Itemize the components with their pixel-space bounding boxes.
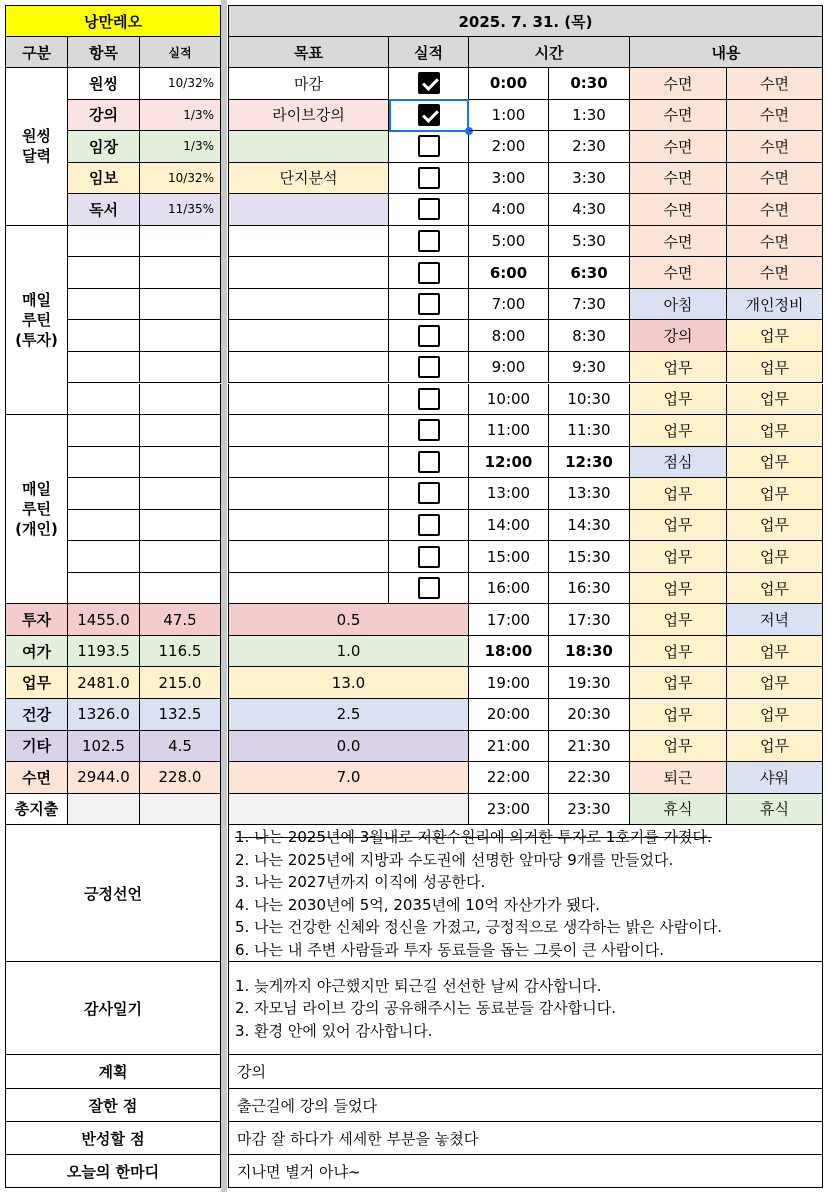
- done-cell[interactable]: [389, 384, 469, 416]
- time-content-a[interactable]: 업무: [630, 541, 727, 573]
- time-content-b[interactable]: 수면: [727, 257, 823, 289]
- checkbox[interactable]: [418, 293, 440, 315]
- reflect-label: 반성할 점: [5, 1122, 221, 1155]
- affirmation-line: 6. 나는 내 주변 사람들과 투자 동료들을 돕는 그릇이 큰 사람이다.: [235, 940, 665, 959]
- time-start: 11:00: [469, 415, 549, 447]
- time-content-b[interactable]: 수면: [727, 100, 823, 132]
- summary-goal: 0.0: [228, 731, 469, 763]
- time-content-a[interactable]: 업무: [630, 667, 727, 699]
- time-end: 1:30: [549, 100, 630, 132]
- summary-goal: 1.0: [228, 636, 469, 668]
- routine-pct-cell[interactable]: [140, 415, 221, 447]
- routine-pct-cell[interactable]: [140, 352, 221, 384]
- time-content-a[interactable]: 업무: [630, 384, 727, 416]
- routine-goal-cell[interactable]: [228, 257, 389, 289]
- summary-total: 2944.0: [68, 762, 140, 794]
- time-content-b[interactable]: 수면: [727, 68, 823, 100]
- time-start: 0:00: [469, 68, 549, 100]
- date-header: 2025. 7. 31. (목): [228, 5, 823, 37]
- time-end: 14:30: [549, 510, 630, 542]
- summary-today: 215.0: [140, 667, 221, 699]
- time-content-a[interactable]: 업무: [630, 636, 727, 668]
- good-value[interactable]: 출근길에 강의 들었다: [228, 1089, 823, 1122]
- time-content-b[interactable]: 업무: [727, 415, 823, 447]
- summary-category: 업무: [5, 667, 68, 699]
- time-end: 19:30: [549, 667, 630, 699]
- time-end: 10:30: [549, 384, 630, 416]
- routine-item-cell[interactable]: [68, 541, 140, 573]
- routine-item-cell[interactable]: [68, 384, 140, 416]
- routine-goal-cell[interactable]: [228, 541, 389, 573]
- time-end: 18:30: [549, 636, 630, 668]
- time-start: 18:00: [469, 636, 549, 668]
- oneword-value[interactable]: 지나면 별거 아냐~: [228, 1155, 823, 1188]
- plan-label: 계획: [5, 1055, 221, 1089]
- time-end: 21:30: [549, 731, 630, 763]
- routine-pct-cell[interactable]: [140, 478, 221, 510]
- time-start: 7:00: [469, 289, 549, 321]
- checkbox[interactable]: [418, 419, 440, 441]
- winwing-goal[interactable]: [228, 194, 389, 226]
- col-header-content: 내용: [630, 37, 823, 68]
- summary-total: 1193.5: [68, 636, 140, 668]
- routine-goal-cell[interactable]: [228, 478, 389, 510]
- time-content-b[interactable]: 휴식: [727, 794, 823, 826]
- done-cell[interactable]: [389, 100, 469, 132]
- done-cell[interactable]: [389, 352, 469, 384]
- time-end: 8:30: [549, 320, 630, 352]
- winwing-item-pct: 1/3%: [140, 100, 221, 132]
- time-start: 9:00: [469, 352, 549, 384]
- time-end: 2:30: [549, 131, 630, 163]
- time-content-b[interactable]: 업무: [727, 636, 823, 668]
- time-content-a[interactable]: 업무: [630, 604, 727, 636]
- summary-category: 투자: [5, 604, 68, 636]
- time-start: 13:00: [469, 478, 549, 510]
- done-cell[interactable]: [389, 320, 469, 352]
- time-start: 15:00: [469, 541, 549, 573]
- checkbox[interactable]: [418, 451, 440, 473]
- time-start: 4:00: [469, 194, 549, 226]
- time-content-b[interactable]: 업무: [727, 731, 823, 763]
- col-header-item: 항목: [68, 37, 140, 68]
- summary-total: 2481.0: [68, 667, 140, 699]
- routine-goal-cell[interactable]: [228, 573, 389, 605]
- time-content-b[interactable]: 개인정비: [727, 289, 823, 321]
- affirmation-line: 1. 나는 2025년에 3월내로 저환수원리에 의거한 투자로 1호기를 가졌다.: [235, 828, 712, 847]
- winwing-item-name: 임보: [68, 163, 140, 195]
- plan-value[interactable]: 강의: [228, 1055, 823, 1089]
- routine-goal-cell[interactable]: [228, 415, 389, 447]
- gratitude-line: 1. 늦게까지 야근했지만 퇴근길 선선한 날씨 감사합니다.: [235, 976, 602, 995]
- time-end: 0:30: [549, 68, 630, 100]
- routine-pct-cell[interactable]: [140, 384, 221, 416]
- time-end: 15:30: [549, 541, 630, 573]
- time-content-b[interactable]: 수면: [727, 226, 823, 258]
- reflect-value[interactable]: 마감 잘 하다가 세세한 부분을 놓쳤다: [228, 1122, 823, 1155]
- checkbox[interactable]: [418, 198, 440, 220]
- checkbox[interactable]: [418, 262, 440, 284]
- routine-item-cell[interactable]: [68, 289, 140, 321]
- time-start: 10:00: [469, 384, 549, 416]
- routine-item-cell[interactable]: [68, 447, 140, 479]
- summary-today: 116.5: [140, 636, 221, 668]
- time-content-b[interactable]: 업무: [727, 447, 823, 479]
- routine-pct-cell[interactable]: [140, 320, 221, 352]
- time-end: 7:30: [549, 289, 630, 321]
- summary-goal: 2.5: [228, 699, 469, 731]
- checkbox-checked[interactable]: [418, 72, 440, 94]
- winwing-goal[interactable]: 단지분석: [228, 163, 389, 195]
- done-cell[interactable]: [389, 257, 469, 289]
- time-content-a[interactable]: 수면: [630, 194, 727, 226]
- time-end: 12:30: [549, 447, 630, 479]
- time-content-b[interactable]: 수면: [727, 194, 823, 226]
- done-cell[interactable]: [389, 510, 469, 542]
- col-header-time: 시간: [469, 37, 630, 68]
- routine-item-cell[interactable]: [68, 257, 140, 289]
- routine-goal-cell[interactable]: [228, 226, 389, 258]
- time-content-a[interactable]: 수면: [630, 100, 727, 132]
- time-content-b[interactable]: 업무: [727, 541, 823, 573]
- total-label: 총지출: [5, 794, 68, 826]
- done-cell[interactable]: [389, 415, 469, 447]
- affirmation-label: 긍정선언: [5, 825, 221, 962]
- time-start: 17:00: [469, 604, 549, 636]
- time-content-a[interactable]: 업무: [630, 731, 727, 763]
- time-content-b[interactable]: 업무: [727, 510, 823, 542]
- time-start: 1:00: [469, 100, 549, 132]
- summary-category: 건강: [5, 699, 68, 731]
- routine-goal-cell[interactable]: [228, 352, 389, 384]
- section-routine-personal: 매일 루틴 (개인): [5, 415, 68, 604]
- time-content-a[interactable]: 업무: [630, 415, 727, 447]
- done-cell[interactable]: [389, 163, 469, 195]
- checkbox[interactable]: [418, 167, 440, 189]
- winwing-item-name: 강의: [68, 100, 140, 132]
- winwing-item-pct: 1/3%: [140, 131, 221, 163]
- time-start: 2:00: [469, 131, 549, 163]
- winwing-item-name: 원씽: [68, 68, 140, 100]
- routine-pct-cell[interactable]: [140, 257, 221, 289]
- routine-pct-cell[interactable]: [140, 541, 221, 573]
- winwing-item-name: 독서: [68, 194, 140, 226]
- gratitude-label: 감사일기: [5, 962, 221, 1055]
- time-start: 23:00: [469, 794, 549, 826]
- time-content-a[interactable]: 수면: [630, 163, 727, 195]
- oneword-label: 오늘의 한마디: [5, 1155, 221, 1188]
- section-routine-invest: 매일 루틴 (투자): [5, 226, 68, 415]
- col-header-goal: 목표: [228, 37, 389, 68]
- summary-today: 47.5: [140, 604, 221, 636]
- winwing-item-pct: 10/32%: [140, 163, 221, 195]
- time-start: 12:00: [469, 447, 549, 479]
- checkbox[interactable]: [418, 356, 440, 378]
- routine-pct-cell[interactable]: [140, 447, 221, 479]
- summary-total: 102.5: [68, 731, 140, 763]
- time-content-b[interactable]: 수면: [727, 131, 823, 163]
- time-start: 8:00: [469, 320, 549, 352]
- gratitude-content[interactable]: [228, 962, 823, 1055]
- winwing-goal[interactable]: [228, 131, 389, 163]
- summary-goal: 13.0: [228, 667, 469, 699]
- summary-category: 여가: [5, 636, 68, 668]
- time-content-b[interactable]: 업무: [727, 573, 823, 605]
- gratitude-line: 2. 자모님 라이브 강의 공유해주시는 동료분들 감사합니다.: [235, 999, 616, 1018]
- frozen-column-divider[interactable]: [221, 0, 227, 1192]
- routine-goal-cell[interactable]: [228, 384, 389, 416]
- affirmation-line: 3. 나는 2027년까지 이직에 성공한다.: [235, 873, 486, 892]
- done-cell[interactable]: [389, 541, 469, 573]
- gratitude-line: 3. 환경 안에 있어 감사합니다.: [235, 1021, 433, 1040]
- time-content-a[interactable]: 업무: [630, 478, 727, 510]
- time-start: 5:00: [469, 226, 549, 258]
- time-end: 3:30: [549, 163, 630, 195]
- summary-category: 기타: [5, 731, 68, 763]
- checkbox[interactable]: [418, 230, 440, 252]
- summary-goal: 0.5: [228, 604, 469, 636]
- time-start: 6:00: [469, 257, 549, 289]
- checkbox-checked[interactable]: [418, 104, 440, 126]
- done-cell[interactable]: [389, 226, 469, 258]
- col-header-done: 실적: [389, 37, 469, 68]
- time-end: 9:30: [549, 352, 630, 384]
- done-cell[interactable]: [389, 289, 469, 321]
- routine-goal-cell[interactable]: [228, 510, 389, 542]
- time-content-b[interactable]: 저녁: [727, 604, 823, 636]
- time-start: 20:00: [469, 699, 549, 731]
- time-end: 16:30: [549, 573, 630, 605]
- affirmation-line: 5. 나는 건강한 신체와 정신을 가졌고, 긍정적으로 생각하는 밝은 사람이다.: [235, 918, 722, 937]
- time-content-a[interactable]: 업무: [630, 352, 727, 384]
- done-cell[interactable]: [389, 573, 469, 605]
- winwing-item-name: 임장: [68, 131, 140, 163]
- affirmation-content[interactable]: [228, 825, 823, 962]
- affirmation-line: 4. 나는 2030년에 5억, 2035년에 10억 자산가가 됐다.: [235, 895, 601, 914]
- done-cell[interactable]: [389, 68, 469, 100]
- time-start: 21:00: [469, 731, 549, 763]
- time-content-b[interactable]: 샤워: [727, 762, 823, 794]
- checkbox[interactable]: [418, 135, 440, 157]
- time-content-a[interactable]: 업무: [630, 510, 727, 542]
- good-label: 잘한 점: [5, 1089, 221, 1122]
- time-content-a[interactable]: 수면: [630, 131, 727, 163]
- time-content-a[interactable]: 강의: [630, 320, 727, 352]
- sheet-title: 낭만레오: [5, 5, 221, 37]
- time-start: 3:00: [469, 163, 549, 195]
- routine-pct-cell[interactable]: [140, 573, 221, 605]
- time-content-a[interactable]: 휴식: [630, 794, 727, 826]
- col-header-actual-pct: 실적: [140, 37, 221, 68]
- time-content-a[interactable]: 수면: [630, 226, 727, 258]
- time-content-a[interactable]: 수면: [630, 257, 727, 289]
- checkbox[interactable]: [418, 577, 440, 599]
- time-end: 6:30: [549, 257, 630, 289]
- routine-item-cell[interactable]: [68, 352, 140, 384]
- routine-pct-cell[interactable]: [140, 510, 221, 542]
- summary-total: 1455.0: [68, 604, 140, 636]
- checkbox[interactable]: [418, 388, 440, 410]
- routine-goal-cell[interactable]: [228, 289, 389, 321]
- time-end: 11:30: [549, 415, 630, 447]
- time-start: 19:00: [469, 667, 549, 699]
- routine-item-cell[interactable]: [68, 573, 140, 605]
- routine-item-cell[interactable]: [68, 510, 140, 542]
- time-start: 14:00: [469, 510, 549, 542]
- done-cell[interactable]: [389, 131, 469, 163]
- routine-pct-cell[interactable]: [140, 289, 221, 321]
- done-cell[interactable]: [389, 194, 469, 226]
- time-content-b[interactable]: 업무: [727, 478, 823, 510]
- checkbox[interactable]: [418, 546, 440, 568]
- time-content-a[interactable]: 아침: [630, 289, 727, 321]
- time-end: 22:30: [549, 762, 630, 794]
- routine-item-cell[interactable]: [68, 415, 140, 447]
- winwing-goal[interactable]: 라이브강의: [228, 100, 389, 132]
- summary-total: 1326.0: [68, 699, 140, 731]
- routine-goal-cell[interactable]: [228, 447, 389, 479]
- winwing-goal[interactable]: 마감: [228, 68, 389, 100]
- time-start: 22:00: [469, 762, 549, 794]
- time-end: 23:30: [549, 794, 630, 826]
- checkbox[interactable]: [418, 514, 440, 536]
- time-content-a[interactable]: 수면: [630, 68, 727, 100]
- routine-item-cell[interactable]: [68, 226, 140, 258]
- time-start: 16:00: [469, 573, 549, 605]
- summary-today: 228.0: [140, 762, 221, 794]
- checkbox[interactable]: [418, 325, 440, 347]
- summary-today: 132.5: [140, 699, 221, 731]
- routine-pct-cell[interactable]: [140, 226, 221, 258]
- routine-item-cell[interactable]: [68, 478, 140, 510]
- total-goal-cell: [228, 794, 469, 826]
- time-content-a[interactable]: 업무: [630, 699, 727, 731]
- time-end: 5:30: [549, 226, 630, 258]
- time-content-a[interactable]: 점심: [630, 447, 727, 479]
- done-cell[interactable]: [389, 478, 469, 510]
- col-header-category: 구분: [5, 37, 68, 68]
- winwing-item-pct: 10/32%: [140, 68, 221, 100]
- done-cell[interactable]: [389, 447, 469, 479]
- time-content-a[interactable]: 퇴근: [630, 762, 727, 794]
- routine-goal-cell[interactable]: [228, 320, 389, 352]
- summary-goal: 7.0: [228, 762, 469, 794]
- checkbox[interactable]: [418, 482, 440, 504]
- section-winwing: 원씽 달력: [5, 68, 68, 226]
- time-end: 4:30: [549, 194, 630, 226]
- time-content-b[interactable]: 업무: [727, 699, 823, 731]
- summary-today: 4.5: [140, 731, 221, 763]
- time-content-b[interactable]: 업무: [727, 352, 823, 384]
- total-cell: [140, 794, 221, 826]
- time-end: 20:30: [549, 699, 630, 731]
- affirmation-line: 2. 나는 2025년에 지방과 수도권에 선명한 앞마당 9개를 만들었다.: [235, 850, 674, 869]
- routine-item-cell[interactable]: [68, 320, 140, 352]
- time-end: 17:30: [549, 604, 630, 636]
- time-content-b[interactable]: 업무: [727, 667, 823, 699]
- summary-category: 수면: [5, 762, 68, 794]
- total-cell: [68, 794, 140, 826]
- time-content-b[interactable]: 업무: [727, 320, 823, 352]
- time-content-a[interactable]: 업무: [630, 573, 727, 605]
- winwing-item-pct: 11/35%: [140, 194, 221, 226]
- time-content-b[interactable]: 업무: [727, 384, 823, 416]
- time-content-b[interactable]: 수면: [727, 163, 823, 195]
- time-end: 13:30: [549, 478, 630, 510]
